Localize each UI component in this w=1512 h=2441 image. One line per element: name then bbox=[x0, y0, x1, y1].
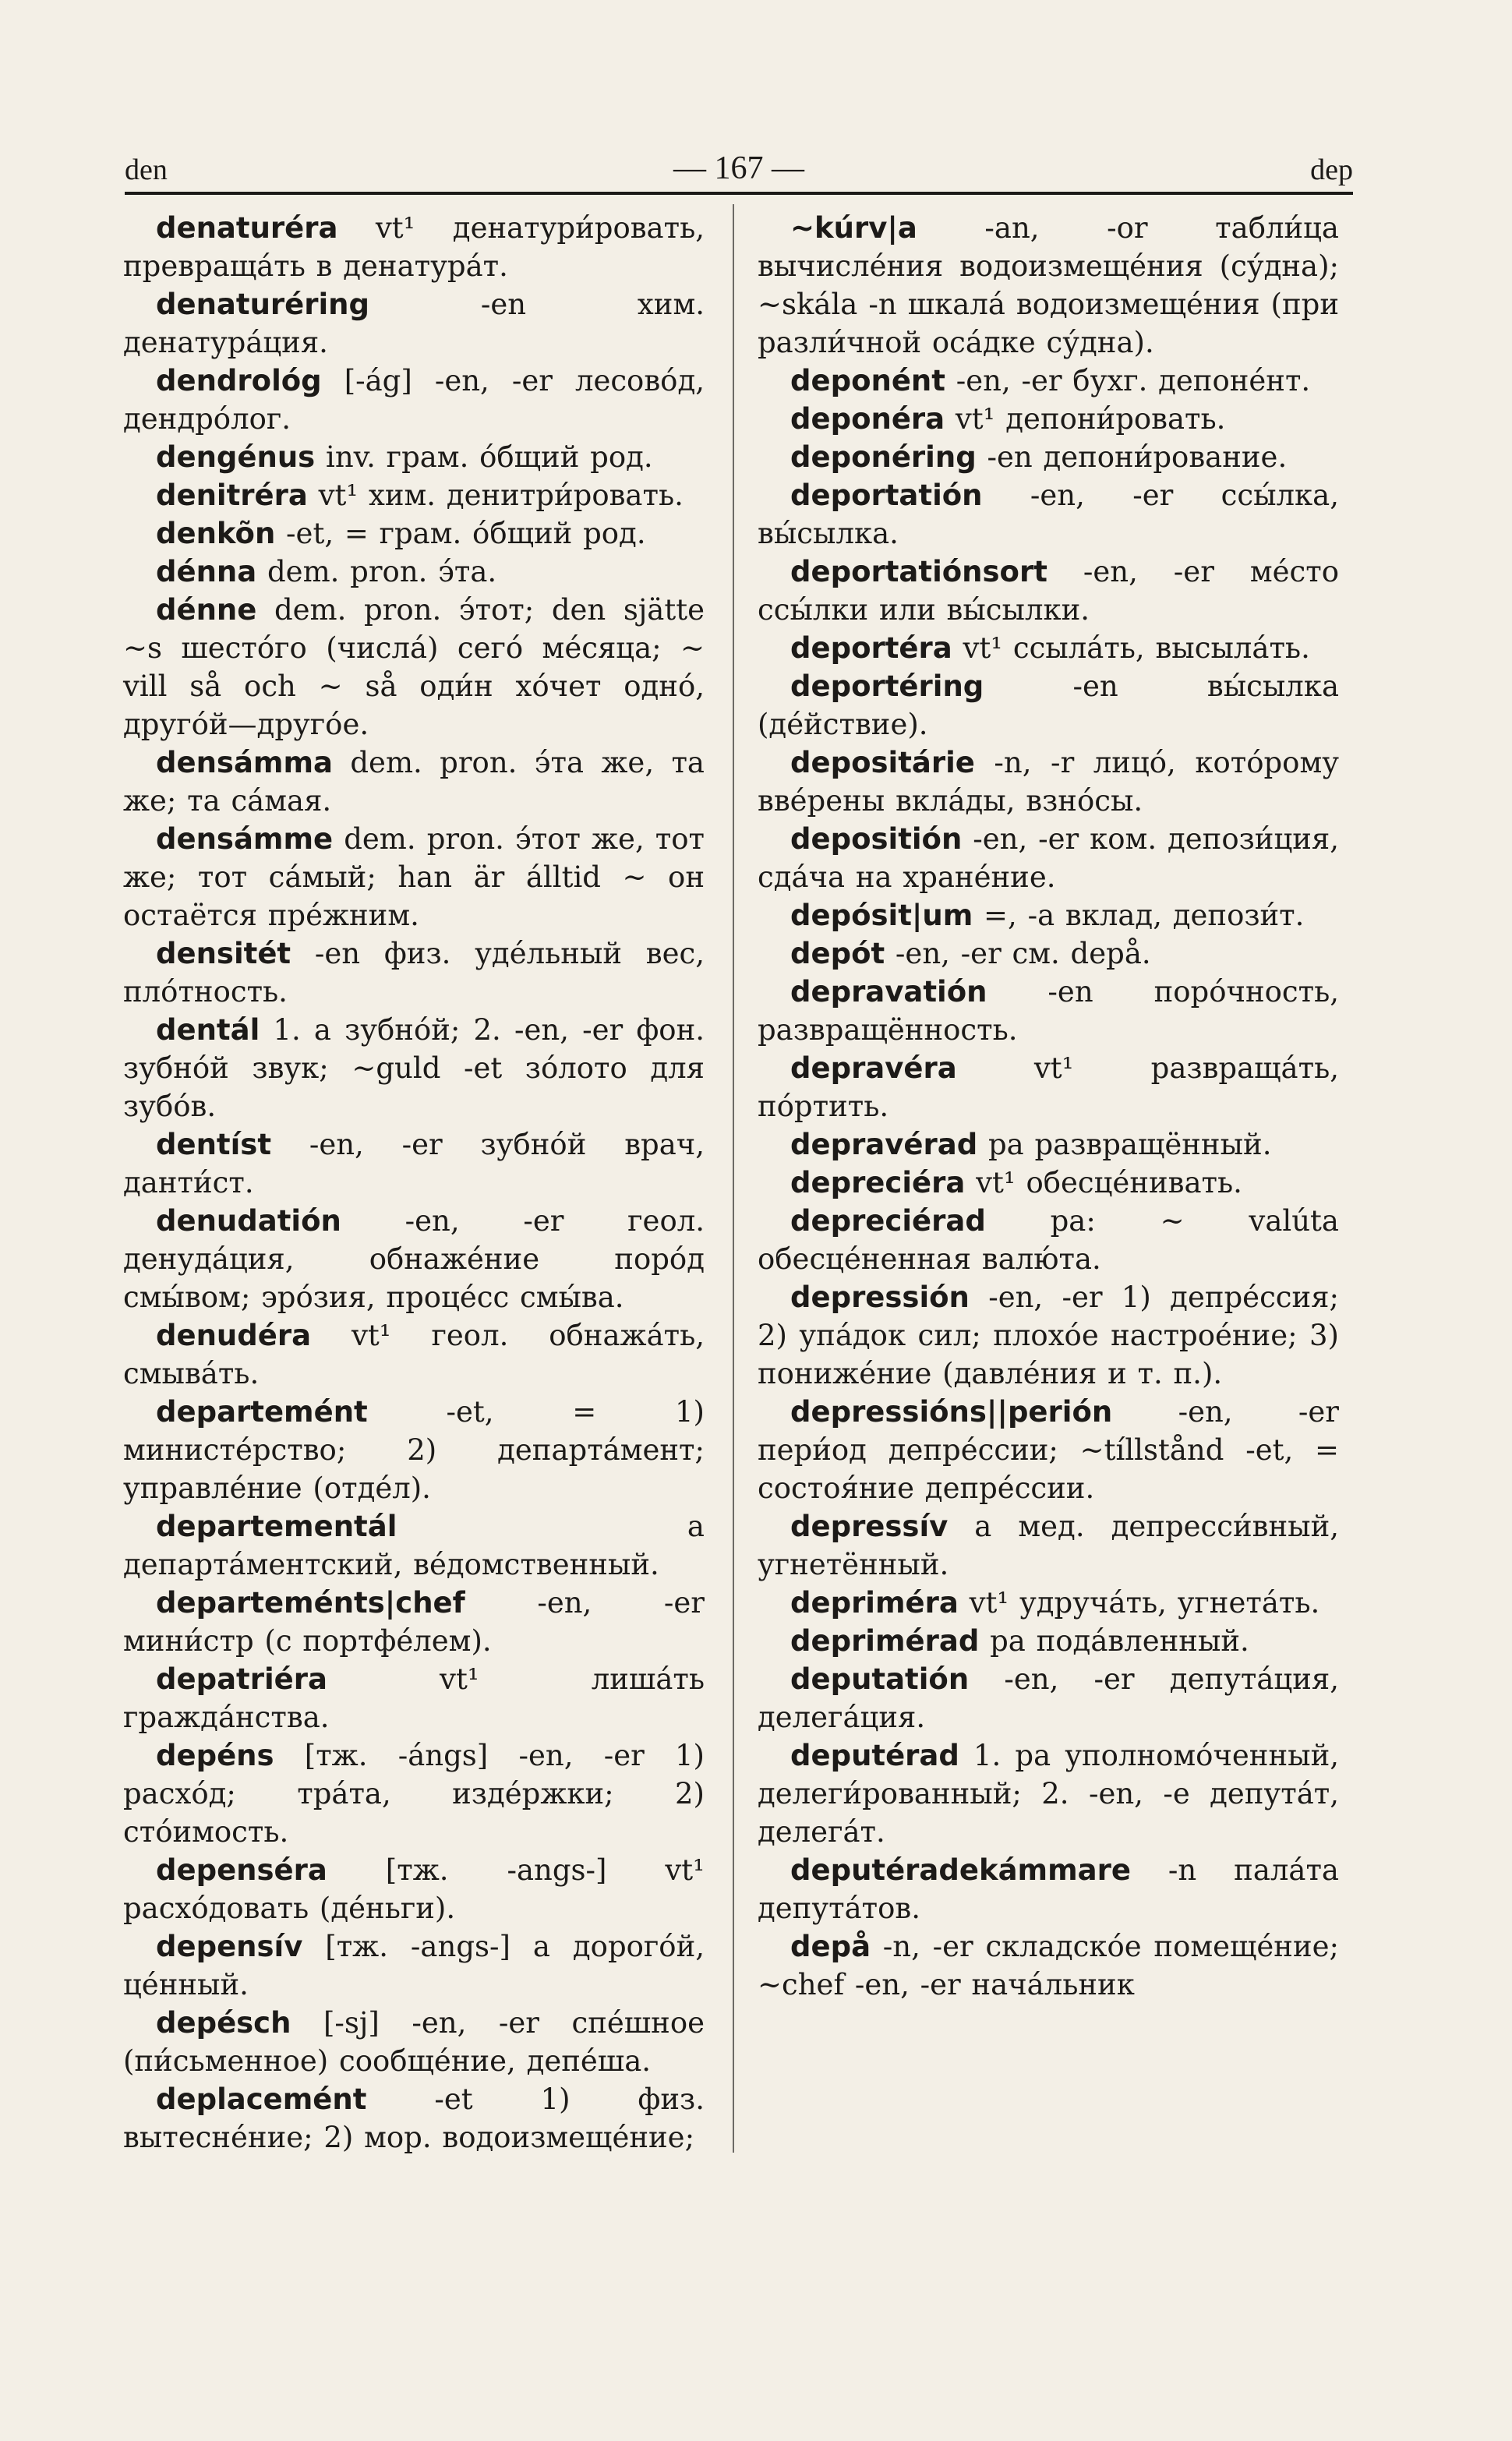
dictionary-entry bbox=[758, 1660, 1339, 1736]
entry-headword: deprimérad bbox=[790, 1624, 980, 1658]
column-divider bbox=[733, 204, 734, 2153]
entry-definition: -en, -er ком. депози́ция, сда́ча на хране́ние. bbox=[758, 822, 1339, 894]
dictionary-entry bbox=[758, 1736, 1339, 1851]
entry-headword: depå bbox=[790, 1930, 871, 1963]
entry-headword: depositárie bbox=[790, 746, 975, 779]
entry-definition: dem. pron. э́тот же, тот же; тот са́мый; han är álltid ~ он остаётся пре́жним. bbox=[123, 822, 705, 932]
entry-definition: -en, -er ссы́лка, вы́сылка. bbox=[758, 479, 1339, 550]
dictionary-entry bbox=[758, 362, 1339, 400]
header-rule bbox=[125, 192, 1353, 195]
entry-headword: denudatión bbox=[156, 1204, 341, 1238]
entry-headword: depressív bbox=[790, 1510, 949, 1543]
entry-definition: pa развращённый. bbox=[977, 1128, 1272, 1161]
entry-headword: departementál bbox=[156, 1510, 397, 1543]
entry-headword: deponént bbox=[790, 364, 945, 397]
entry-definition: vt¹ геол. обнажа́ть, смыва́ть. bbox=[123, 1319, 705, 1390]
entry-definition: -n, -r лицо́, кото́рому вве́рены вкла́ды, взно́сы. bbox=[758, 746, 1339, 818]
entry-headword: ~kúrv|a bbox=[790, 211, 917, 245]
entry-headword: densámme bbox=[156, 822, 334, 856]
dictionary-entry bbox=[123, 2004, 705, 2080]
dictionary-entry bbox=[758, 820, 1339, 896]
entry-headword: denudéra bbox=[156, 1319, 312, 1352]
entry-headword: depensív bbox=[156, 1930, 303, 1963]
entry-headword: depositión bbox=[790, 822, 963, 856]
entry-definition: -en, -er депута́ция, делега́ция. bbox=[758, 1662, 1339, 1734]
entry-headword: departemént bbox=[156, 1395, 368, 1429]
dictionary-entry bbox=[123, 591, 705, 744]
dictionary-entry bbox=[123, 1316, 705, 1393]
entry-headword: depriméra bbox=[790, 1586, 959, 1620]
dictionary-entry bbox=[123, 1125, 705, 1202]
entry-definition: [-ág] -en, -er лесово́д, дендро́лог. bbox=[123, 364, 705, 436]
dictionary-entry bbox=[758, 896, 1339, 934]
dictionary-entry bbox=[758, 934, 1339, 973]
entry-definition: a мед. депресси́вный, угнетённый. bbox=[758, 1510, 1339, 1581]
dictionary-entry bbox=[123, 1927, 705, 2004]
entry-headword: depósit|um bbox=[790, 899, 973, 932]
entry-definition: -et, = грам. о́бщий род. bbox=[275, 517, 646, 550]
entry-headword: dentál bbox=[156, 1013, 260, 1047]
dictionary-entry bbox=[123, 285, 705, 362]
entry-headword: depressión bbox=[790, 1281, 970, 1314]
dictionary-entry bbox=[123, 553, 705, 591]
entry-headword: denkõn bbox=[156, 517, 276, 550]
dictionary-entry bbox=[123, 1393, 705, 1507]
entry-headword: depésch bbox=[156, 2006, 291, 2040]
entry-definition: -n, -er складско́е помеще́ние; ~chef -en, -er нача́льник bbox=[758, 1930, 1339, 2001]
entry-headword: depenséra bbox=[156, 1853, 327, 1887]
dictionary-entry bbox=[758, 744, 1339, 820]
entry-headword: depravatión bbox=[790, 975, 987, 1009]
entry-headword: depressións||perión bbox=[790, 1395, 1113, 1429]
entry-definition: inv. грам. о́бщий род. bbox=[315, 440, 653, 474]
entry-headword: deplacemént bbox=[156, 2082, 367, 2116]
page-number: — 167 — bbox=[673, 150, 804, 186]
entry-headword: depreciérad bbox=[790, 1204, 986, 1238]
dictionary-entry bbox=[758, 1507, 1339, 1584]
entry-definition: -en хим. денатура́ция. bbox=[123, 288, 705, 359]
entry-definition: vt¹ депони́ровать. bbox=[945, 402, 1226, 436]
entry-definition: 1. pa уполномо́ченный, делеги́рованный; 2. -en, -e депута́т, делега́т. bbox=[758, 1739, 1339, 1849]
entry-headword: deportatión bbox=[790, 479, 983, 512]
entry-definition: -en, -er 1) депре́ссия; 2) упа́док сил; плохо́е настрое́ние; 3) пониже́ние (давле́ния и т. п.). bbox=[758, 1281, 1339, 1390]
dictionary-entry bbox=[758, 1202, 1339, 1278]
dictionary-entry bbox=[758, 973, 1339, 1049]
entry-headword: depravérad bbox=[790, 1128, 978, 1161]
entry-headword: deputatión bbox=[790, 1662, 970, 1696]
entry-headword: departeménts|chef bbox=[156, 1586, 465, 1620]
dictionary-entry bbox=[758, 629, 1339, 667]
dictionary-entry bbox=[758, 1584, 1339, 1622]
entry-headword: densámma bbox=[156, 746, 333, 779]
dictionary-entry bbox=[758, 1125, 1339, 1164]
entry-headword: deportatiónsort bbox=[790, 555, 1047, 588]
dictionary-entry bbox=[758, 1164, 1339, 1202]
dictionary-entry bbox=[758, 476, 1339, 553]
entry-definition: vt¹ лиша́ть гражда́нства. bbox=[123, 1662, 705, 1734]
entry-definition: pa пода́вленный. bbox=[979, 1624, 1249, 1658]
entry-headword: depreciéra bbox=[790, 1166, 966, 1199]
dictionary-entry bbox=[123, 362, 705, 438]
entry-definition: -en, -er см. depå. bbox=[885, 937, 1151, 970]
dictionary-entry bbox=[123, 820, 705, 934]
entry-headword: dentíst bbox=[156, 1128, 271, 1161]
entry-definition: [тж. -ángs] -en, -er 1) расхо́д; тра́та, изде́ржки; 2) сто́имость. bbox=[123, 1739, 705, 1849]
entry-definition: -en, -er пери́од депре́ссии; ~tíllstånd -et, = состоя́ние депре́ссии. bbox=[758, 1395, 1339, 1505]
dictionary-entry bbox=[758, 400, 1339, 438]
dictionary-entry bbox=[123, 934, 705, 1011]
dictionary-entry bbox=[123, 209, 705, 285]
dictionary-entry bbox=[758, 667, 1339, 744]
right-column bbox=[758, 209, 1339, 2004]
dictionary-entry bbox=[123, 1202, 705, 1316]
dictionary-entry bbox=[758, 1393, 1339, 1507]
dictionary-entry bbox=[758, 1851, 1339, 1927]
entry-definition: [-sj] -en, -er спе́шное (пи́сьменное) сообще́ние, депе́ша. bbox=[123, 2006, 705, 2078]
entry-definition: -en, -er геол. денуда́ция, обнаже́ние поро́д смы́вом; эро́зия, проце́сс смы́ва. bbox=[123, 1204, 705, 1314]
dictionary-entry bbox=[123, 1584, 705, 1660]
dictionary-entry bbox=[123, 1851, 705, 1927]
dictionary-entry bbox=[123, 438, 705, 476]
entry-definition: pa: ~ valúta обесце́ненная валю́та. bbox=[758, 1204, 1339, 1276]
entry-definition: -et 1) физ. вытесне́ние; 2) мор. водоизмеще́ние; bbox=[123, 2082, 705, 2154]
dictionary-entry bbox=[123, 2080, 705, 2157]
entry-definition: vt¹ денатури́ровать, превраща́ть в денатура́т. bbox=[123, 211, 705, 283]
entry-definition: -en физ. уде́льный вес, пло́тность. bbox=[123, 937, 705, 1009]
entry-definition: -et, = 1) министе́рство; 2) департа́мент; управле́ние (отде́л). bbox=[123, 1395, 705, 1505]
page-header bbox=[125, 132, 1353, 195]
dictionary-entry bbox=[123, 514, 705, 553]
entry-definition: vt¹ хим. денитри́ровать. bbox=[307, 479, 684, 512]
dictionary-entry bbox=[123, 744, 705, 820]
entry-definition: -en поро́чность, развращённость. bbox=[758, 975, 1339, 1047]
entry-headword: deponéring bbox=[790, 440, 977, 474]
dictionary-entry bbox=[758, 1049, 1339, 1125]
entry-definition: vt¹ развраща́ть, по́ртить. bbox=[758, 1051, 1339, 1123]
entry-definition: -en, -er ме́сто ссы́лки или вы́сылки. bbox=[758, 555, 1339, 627]
dictionary-entry bbox=[123, 1011, 705, 1125]
dictionary-entry bbox=[758, 1622, 1339, 1660]
entry-headword: denitréra bbox=[156, 479, 308, 512]
dictionary-entry bbox=[758, 1278, 1339, 1393]
entry-headword: dénne bbox=[156, 593, 257, 627]
entry-headword: deputéradekámmare bbox=[790, 1853, 1131, 1887]
entry-definition: -en, -er зубно́й врач, данти́ст. bbox=[123, 1128, 705, 1199]
entry-headword: depravéra bbox=[790, 1051, 957, 1085]
dictionary-entry bbox=[758, 438, 1339, 476]
entry-definition: =, -a вклад, депози́т. bbox=[973, 899, 1305, 932]
entry-headword: deponéra bbox=[790, 402, 945, 436]
entry-definition: dem. pron. э́тот; den sjätte ~s шесто́го (числа́) сего́ ме́сяца; ~ vill så och ~ så оди́н хо́чет одно́, друго́й—друго́е. bbox=[123, 593, 705, 741]
entry-headword: depatriéra bbox=[156, 1662, 327, 1696]
dictionary-entry bbox=[758, 553, 1339, 629]
entry-headword: deportéra bbox=[790, 631, 952, 665]
entry-definition: [тж. -angs-] vt¹ расхо́довать (де́ньги). bbox=[123, 1853, 705, 1925]
entry-headword: dengénus bbox=[156, 440, 316, 474]
entry-headword: depéns bbox=[156, 1739, 274, 1772]
entry-definition: vt¹ удруча́ть, угнета́ть. bbox=[958, 1586, 1320, 1620]
dictionary-entry bbox=[123, 476, 705, 514]
entry-definition: -n пала́та депута́тов. bbox=[758, 1853, 1339, 1925]
dictionary-entry bbox=[758, 1927, 1339, 2004]
entry-definition: -en, -er бухг. депоне́нт. bbox=[945, 364, 1311, 397]
dictionary-entry bbox=[123, 1660, 705, 1736]
entry-definition: [тж. -angs-] a дорого́й, це́нный. bbox=[123, 1930, 705, 2001]
entry-definition: dem. pron. э́та же, та же; та са́мая. bbox=[123, 746, 705, 818]
entry-headword: dendrológ bbox=[156, 364, 322, 397]
left-column bbox=[123, 209, 705, 2157]
entry-headword: densitét bbox=[156, 937, 291, 970]
entry-headword: deputérad bbox=[790, 1739, 959, 1772]
entry-definition: a департа́ментский, ве́домственный. bbox=[123, 1510, 705, 1581]
dictionary-entry bbox=[758, 209, 1339, 362]
entry-definition: 1. a зубно́й; 2. -en, -er фон. зубно́й звук; ~guld -et зо́лото для зубо́в. bbox=[123, 1013, 705, 1123]
entry-headword: depót bbox=[790, 937, 885, 970]
entry-headword: deportéring bbox=[790, 669, 984, 703]
entry-definition: -an, -or табли́ца вычисле́ния водоизмеще́ния (су́дна); ~skála -n шкала́ водоизмеще́ния (при разли́чной оса́дке су́дна). bbox=[758, 211, 1339, 359]
dictionary-entry bbox=[123, 1507, 705, 1584]
entry-definition: -en, -er мини́стр (с портфе́лем). bbox=[123, 1586, 705, 1658]
entry-headword: dénna bbox=[156, 555, 257, 588]
entry-headword: denaturéring bbox=[156, 288, 370, 321]
entry-definition: vt¹ обесце́нивать. bbox=[965, 1166, 1242, 1199]
entry-headword: denaturéra bbox=[156, 211, 338, 245]
running-head-left: den bbox=[125, 154, 168, 186]
entry-definition: -en депони́рование. bbox=[976, 440, 1288, 474]
running-head-right: dep bbox=[1310, 154, 1353, 186]
entry-definition: vt¹ ссыла́ть, высыла́ть. bbox=[952, 631, 1310, 665]
dictionary-entry bbox=[123, 1736, 705, 1851]
entry-definition: dem. pron. э́та. bbox=[256, 555, 497, 588]
entry-definition: -en вы́сылка (де́йствие). bbox=[758, 669, 1339, 741]
